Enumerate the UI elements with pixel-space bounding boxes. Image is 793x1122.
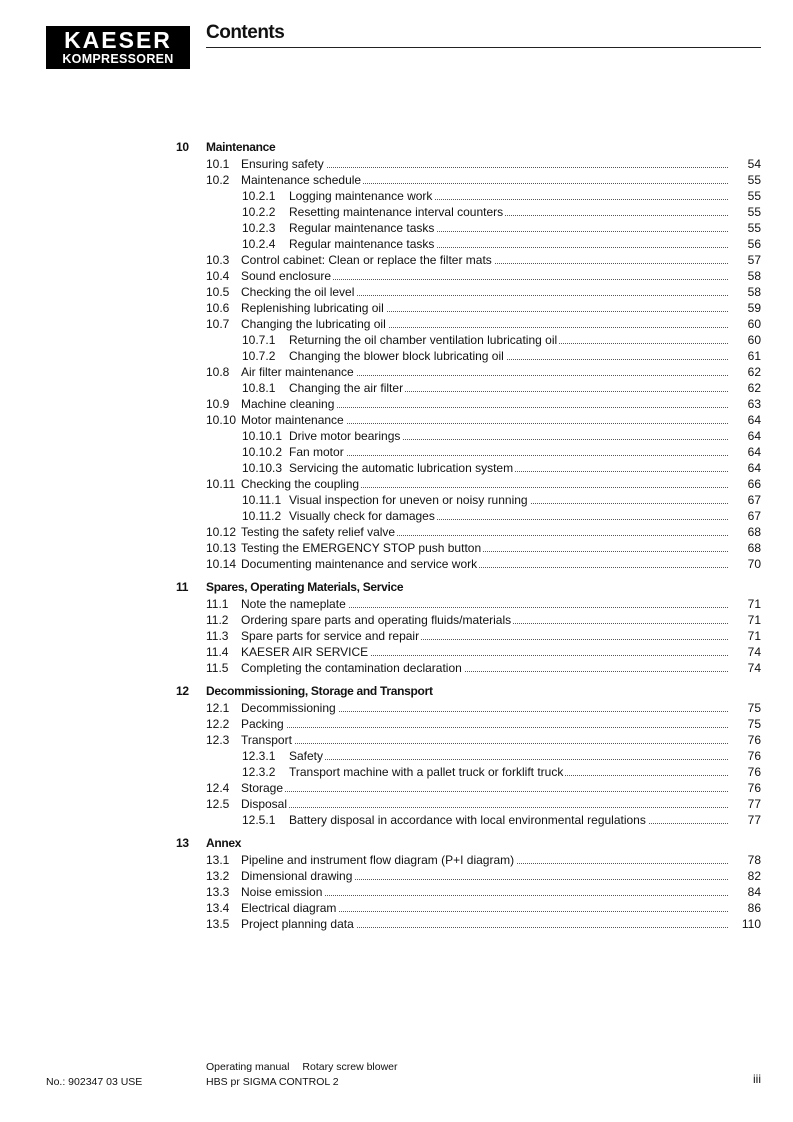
- entry-number: 13.2: [206, 869, 230, 883]
- entry-title: Decommissioning: [241, 701, 336, 715]
- entry-number: 13.1: [206, 853, 230, 867]
- toc-entry[interactable]: [0, 156, 793, 172]
- entry-title: Maintenance schedule: [241, 173, 362, 187]
- toc-entry[interactable]: [0, 596, 793, 612]
- chapter-title: Annex: [206, 836, 242, 850]
- entry-page: 60: [731, 316, 761, 332]
- entry-number: 10.10.1: [242, 429, 283, 443]
- entry-page: 68: [731, 524, 761, 540]
- dot-leader: [241, 743, 728, 744]
- entry-page: 76: [731, 748, 761, 764]
- entry-title: Fan motor: [289, 445, 344, 459]
- entry-title: KAESER AIR SERVICE: [241, 645, 369, 659]
- entry-page: 64: [731, 444, 761, 460]
- kaeser-logo: [46, 26, 190, 69]
- toc-entry[interactable]: [0, 716, 793, 732]
- entry-number: 10.10.3: [242, 461, 283, 475]
- entry-number: 10.2: [206, 173, 230, 187]
- entry-number: 12.5: [206, 797, 230, 811]
- toc-entry[interactable]: [0, 172, 793, 188]
- toc-entry[interactable]: [0, 236, 793, 252]
- entry-number: 10.7: [206, 317, 230, 331]
- entry-title: Machine cleaning: [241, 397, 335, 411]
- entry-number: 11.4: [206, 645, 229, 659]
- toc-entry[interactable]: [0, 796, 793, 812]
- toc-entry[interactable]: [0, 204, 793, 220]
- toc-entry[interactable]: [0, 380, 793, 396]
- entry-number: 10.5: [206, 285, 230, 299]
- entry-title: Logging maintenance work: [289, 189, 433, 203]
- entry-number: 10.2.4: [242, 237, 276, 251]
- entry-page: 64: [731, 460, 761, 476]
- entry-title: Motor maintenance: [241, 413, 344, 427]
- toc-entry[interactable]: [0, 268, 793, 284]
- entry-page: 64: [731, 412, 761, 428]
- manual-type: Operating manual: [206, 1061, 290, 1073]
- entry-number: 11.3: [206, 629, 229, 643]
- toc-entry[interactable]: [0, 540, 793, 556]
- toc-entry[interactable]: [0, 284, 793, 300]
- entry-number: 10.10: [206, 413, 237, 427]
- entry-page: 67: [731, 508, 761, 524]
- entry-title: Testing the safety relief valve: [241, 525, 396, 539]
- toc-chapter-13[interactable]: [0, 836, 793, 852]
- dot-leader: [241, 807, 728, 808]
- toc-entry[interactable]: [0, 332, 793, 348]
- entry-title: Checking the coupling: [241, 477, 360, 491]
- entry-number: 10.14: [206, 557, 237, 571]
- toc-chapter-10[interactable]: [0, 140, 793, 156]
- toc-entry[interactable]: [0, 476, 793, 492]
- entry-number: 10.2.3: [242, 221, 276, 235]
- toc-entry[interactable]: [0, 884, 793, 900]
- entry-page: 54: [731, 156, 761, 172]
- toc-entry[interactable]: [0, 812, 793, 828]
- entry-title: Changing the lubricating oil: [241, 317, 386, 331]
- chapter-title: Spares, Operating Materials, Service: [206, 580, 404, 594]
- toc-entry[interactable]: [0, 748, 793, 764]
- entry-page: 78: [731, 852, 761, 868]
- chapter-number: 10: [176, 140, 189, 154]
- toc-entry[interactable]: [0, 492, 793, 508]
- table-of-contents: [0, 140, 793, 932]
- entry-page: 59: [731, 300, 761, 316]
- entry-page: 55: [731, 220, 761, 236]
- entry-page: 82: [731, 868, 761, 884]
- entry-number: 12.4: [206, 781, 230, 795]
- toc-entry[interactable]: [0, 732, 793, 748]
- toc-entry[interactable]: [0, 612, 793, 628]
- entry-title: Spare parts for service and repair: [241, 629, 420, 643]
- entry-page: 62: [731, 364, 761, 380]
- entry-number: 10.4: [206, 269, 230, 283]
- entry-number: 10.9: [206, 397, 230, 411]
- toc-entry[interactable]: [0, 780, 793, 796]
- chapter-number: 11: [176, 580, 189, 594]
- entry-title: Noise emission: [241, 885, 323, 899]
- toc-entry[interactable]: [0, 300, 793, 316]
- entry-title: Documenting maintenance and service work: [241, 557, 478, 571]
- entry-title: Battery disposal in accordance with local environmental regulations: [289, 813, 646, 827]
- entry-page: 56: [731, 236, 761, 252]
- entry-page: 76: [731, 764, 761, 780]
- entry-page: 67: [731, 492, 761, 508]
- entry-number: 13.4: [206, 901, 230, 915]
- entry-number: 12.5.1: [242, 813, 276, 827]
- entry-number: 12.2: [206, 717, 230, 731]
- entry-number: 10.11: [206, 477, 236, 491]
- entry-number: 10.2.1: [242, 189, 276, 203]
- entry-page: 110: [731, 916, 761, 932]
- chapter-number: 13: [176, 836, 189, 850]
- entry-number: 10.6: [206, 301, 230, 315]
- dot-leader: [241, 791, 728, 792]
- toc-entry[interactable]: [0, 348, 793, 364]
- dot-leader: [241, 727, 728, 728]
- entry-number: 10.11.2: [242, 509, 282, 523]
- toc-entry[interactable]: [0, 428, 793, 444]
- entry-title: Air filter maintenance: [241, 365, 354, 379]
- document-number: No.: 902347 03 USE: [46, 1076, 143, 1088]
- entry-number: 12.1: [206, 701, 230, 715]
- toc-entry[interactable]: [0, 628, 793, 644]
- entry-page: 55: [731, 188, 761, 204]
- entry-title: Drive motor bearings: [289, 429, 401, 443]
- entry-title: Changing the air filter: [289, 381, 404, 395]
- toc-entry[interactable]: [0, 524, 793, 540]
- entry-page: 70: [731, 556, 761, 572]
- entry-number: 10.12: [206, 525, 237, 539]
- entry-number: 10.2.2: [242, 205, 276, 219]
- toc-entry[interactable]: [0, 852, 793, 868]
- entry-number: 10.13: [206, 541, 237, 555]
- entry-number: 12.3: [206, 733, 230, 747]
- footer-manual-info: [206, 1061, 398, 1073]
- model-name: HBS pr SIGMA CONTROL 2: [206, 1076, 339, 1088]
- entry-number: 12.3.1: [242, 749, 276, 763]
- entry-page: 71: [731, 612, 761, 628]
- entry-number: 13.3: [206, 885, 230, 899]
- entry-title: Returning the oil chamber ventilation lubricating oil: [289, 333, 558, 347]
- toc-entry[interactable]: [0, 556, 793, 572]
- toc-entry[interactable]: [0, 644, 793, 660]
- logo-subtitle: KOMPRESSOREN: [62, 52, 174, 66]
- toc-entry[interactable]: [0, 764, 793, 780]
- entry-page: 62: [731, 380, 761, 396]
- dot-leader: [289, 759, 728, 760]
- entry-page: 55: [731, 204, 761, 220]
- page-title: Contents: [206, 22, 285, 43]
- machine-type: Rotary screw blower: [302, 1061, 398, 1073]
- entry-title: Testing the EMERGENCY STOP push button: [241, 541, 482, 555]
- toc-entry[interactable]: [0, 916, 793, 932]
- entry-page: 61: [731, 348, 761, 364]
- dot-leader: [289, 455, 728, 456]
- entry-page: 75: [731, 716, 761, 732]
- entry-number: 10.3: [206, 253, 230, 267]
- entry-title: Ensuring safety: [241, 157, 324, 171]
- entry-page: 71: [731, 628, 761, 644]
- toc-entry[interactable]: [0, 412, 793, 428]
- entry-title: Safety: [289, 749, 324, 763]
- entry-number: 11.1: [206, 597, 229, 611]
- entry-page: 74: [731, 660, 761, 676]
- entry-page: 74: [731, 644, 761, 660]
- entry-title: Regular maintenance tasks: [289, 221, 435, 235]
- entry-title: Visually check for damages: [289, 509, 435, 523]
- toc-entry[interactable]: [0, 364, 793, 380]
- entry-number: 10.7.1: [242, 333, 276, 347]
- entry-number: 10.8.1: [242, 381, 276, 395]
- entry-title: Visual inspection for uneven or noisy running: [289, 493, 528, 507]
- entry-title: Transport machine with a pallet truck or forklift truck: [289, 765, 564, 779]
- toc-entry[interactable]: [0, 220, 793, 236]
- chapter-title: Maintenance: [206, 140, 276, 154]
- entry-page: 86: [731, 900, 761, 916]
- entry-page: 77: [731, 812, 761, 828]
- entry-page: 64: [731, 428, 761, 444]
- page-number: iii: [753, 1072, 761, 1086]
- entry-title: Note the nameplate: [241, 597, 346, 611]
- entry-title: Disposal: [241, 797, 288, 811]
- toc-entry[interactable]: [0, 316, 793, 332]
- entry-page: 63: [731, 396, 761, 412]
- entry-page: 58: [731, 284, 761, 300]
- toc-entry[interactable]: [0, 660, 793, 676]
- entry-title: Regular maintenance tasks: [289, 237, 435, 251]
- entry-title: Electrical diagram: [241, 901, 337, 915]
- entry-number: 10.1: [206, 157, 230, 171]
- entry-title: Pipeline and instrument flow diagram (P+I diagram): [241, 853, 515, 867]
- entry-page: 76: [731, 780, 761, 796]
- chapter-number: 12: [176, 684, 189, 698]
- chapter-title: Decommissioning, Storage and Transport: [206, 684, 433, 698]
- entry-number: 10.10.2: [242, 445, 283, 459]
- entry-page: 58: [731, 268, 761, 284]
- entry-title: Transport: [241, 733, 292, 747]
- entry-number: 10.8: [206, 365, 230, 379]
- entry-title: Servicing the automatic lubrication system: [289, 461, 514, 475]
- entry-title: Packing: [241, 717, 284, 731]
- entry-number: 10.7.2: [242, 349, 276, 363]
- toc-entry[interactable]: [0, 508, 793, 524]
- entry-page: 66: [731, 476, 761, 492]
- toc-entry[interactable]: [0, 868, 793, 884]
- entry-page: 77: [731, 796, 761, 812]
- entry-title: Dimensional drawing: [241, 869, 353, 883]
- toc-chapter-11[interactable]: [0, 580, 793, 596]
- entry-title: Storage: [241, 781, 284, 795]
- entry-page: 68: [731, 540, 761, 556]
- entry-page: 60: [731, 332, 761, 348]
- toc-entry[interactable]: [0, 444, 793, 460]
- toc-entry[interactable]: [0, 252, 793, 268]
- entry-number: 11.2: [206, 613, 229, 627]
- toc-entry[interactable]: [0, 460, 793, 476]
- toc-entry[interactable]: [0, 700, 793, 716]
- entry-page: 57: [731, 252, 761, 268]
- logo-wordmark: KAESER: [64, 27, 172, 53]
- entry-title: Ordering spare parts and operating fluids/materials: [241, 613, 512, 627]
- entry-title: Project planning data: [241, 917, 354, 931]
- entry-title: Control cabinet: Clean or replace the filter mats: [241, 253, 492, 267]
- entry-number: 11.5: [206, 661, 229, 675]
- entry-title: Changing the blower block lubricating oil: [289, 349, 504, 363]
- entry-title: Checking the oil level: [241, 285, 355, 299]
- entry-page: 84: [731, 884, 761, 900]
- entry-title: Replenishing lubricating oil: [241, 301, 384, 315]
- entry-number: 12.3.2: [242, 765, 276, 779]
- toc-entry[interactable]: [0, 188, 793, 204]
- toc-entry[interactable]: [0, 900, 793, 916]
- entry-page: 75: [731, 700, 761, 716]
- entry-number: 13.5: [206, 917, 230, 931]
- entry-page: 55: [731, 172, 761, 188]
- entry-title: Resetting maintenance interval counters: [289, 205, 504, 219]
- toc-entry[interactable]: [0, 396, 793, 412]
- toc-chapter-12[interactable]: [0, 684, 793, 700]
- entry-page: 71: [731, 596, 761, 612]
- entry-page: 76: [731, 732, 761, 748]
- entry-title: Completing the contamination declaration: [241, 661, 462, 675]
- title-divider: [206, 47, 761, 48]
- entry-title: Sound enclosure: [241, 269, 332, 283]
- entry-number: 10.11.1: [242, 493, 282, 507]
